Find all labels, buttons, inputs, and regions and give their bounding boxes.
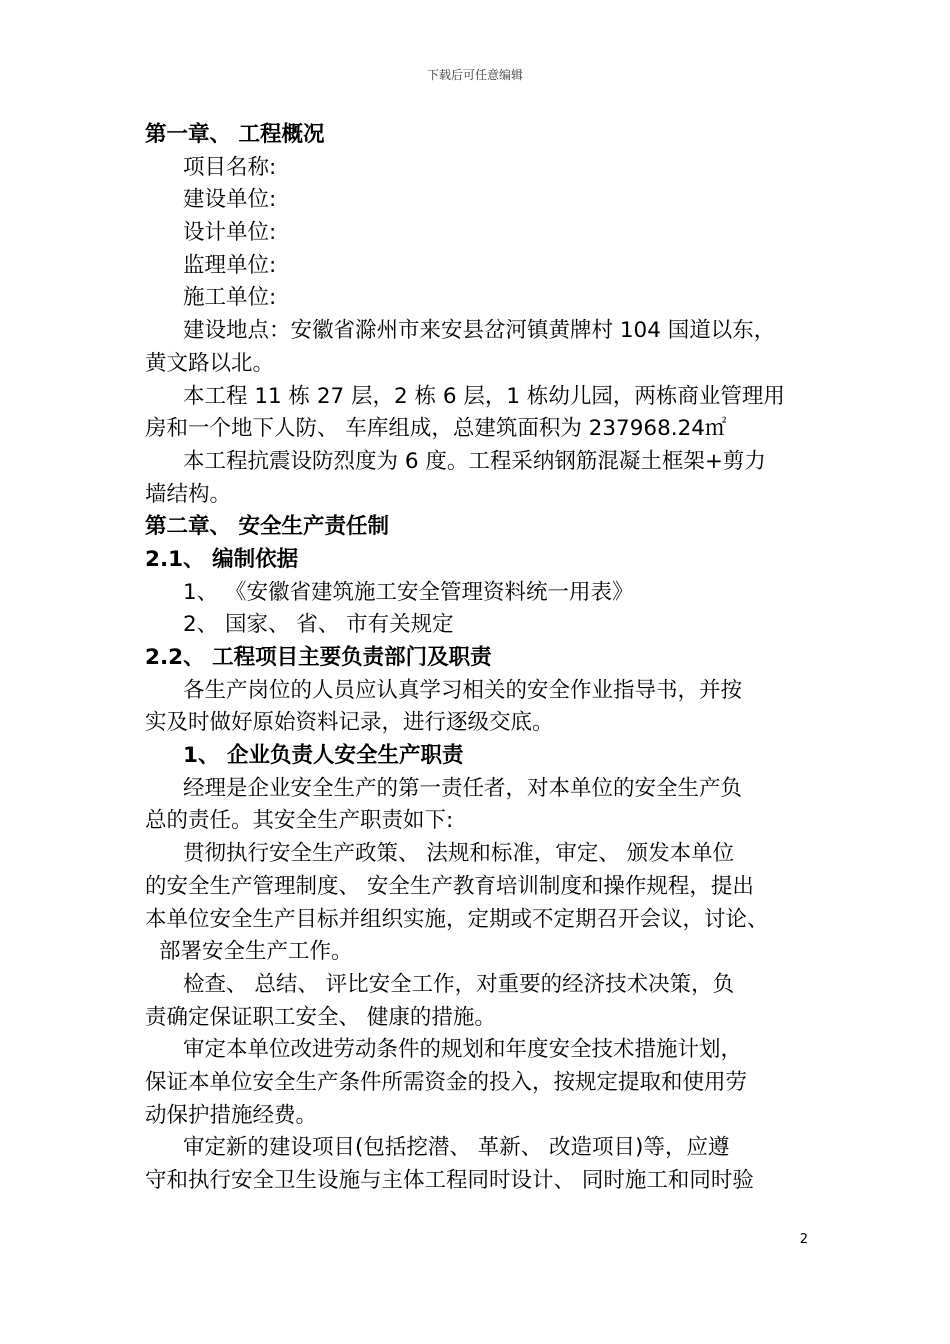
text-line: 动保护措施经费。: [145, 1102, 318, 1128]
text-line: 的安全生产管理制度、 安全生产教育培训制度和操作规程，提出: [145, 873, 754, 899]
text-line: 建设地点：安徽省滁州市来安县岔河镇黄牌村 104 国道以东，: [183, 318, 776, 344]
text-line: 建设单位:: [183, 187, 277, 213]
text-line: 本工程抗震设防烈度为 6 度。工程采纳钢筋混凝土框架+剪力: [183, 448, 766, 474]
text-line: 经理是企业安全生产的第一责任者，对本单位的安全生产负: [183, 775, 743, 801]
document-body: [145, 119, 810, 1198]
text-line: 审定本单位改进劳动条件的规划和年度安全技术措施计划，: [183, 1037, 743, 1063]
text-line: 项目名称:: [183, 154, 277, 180]
list-item: 2、 国家、 省、 市有关规定: [183, 612, 454, 638]
text-line: 房和一个地下人防、 车库组成，总建筑面积为 237968.24㎡: [145, 416, 727, 442]
text-line: 审定新的建设项目(包括挖潜、 革新、 改造项目)等，应遵: [183, 1135, 730, 1161]
text-line: 责确定保证职工安全、 健康的措施。: [145, 1004, 496, 1030]
section-heading: 2.2、 工程项目主要负责部门及职责: [145, 645, 492, 670]
text-line: 贯彻执行安全生产政策、 法规和标准，审定、 颁发本单位: [183, 841, 735, 867]
text-line: 黄文路以北。: [145, 350, 275, 376]
subsection-heading: 1、 企业负责人安全生产职责: [183, 743, 464, 769]
text-line: 保证本单位安全生产条件所需资金的投入，按规定提取和使用劳: [145, 1069, 748, 1095]
chapter-heading: 第一章、 工程概况: [145, 122, 325, 147]
page-header: 下载后可任意编辑: [426, 68, 523, 82]
text-line: 本工程 11 栋 27 层，2 栋 6 层，1 栋幼儿园，两栋商业管理用: [183, 383, 785, 409]
chapter-heading: 第二章、 安全生产责任制: [145, 514, 389, 540]
text-line: 设计单位:: [183, 220, 277, 246]
text-line: 部署安全生产工作。: [159, 939, 353, 965]
text-line: 监理单位:: [183, 252, 277, 278]
text-line: 总的责任。其安全生产职责如下:: [145, 808, 454, 834]
text-line: 检查、 总结、 评比安全工作，对重要的经济技术决策，负: [183, 971, 735, 997]
section-heading: 2.1、 编制依据: [145, 546, 299, 572]
page-number: 2: [799, 1232, 808, 1247]
text-line: 本单位安全生产目标并组织实施，定期或不定期召开会议，讨论、: [145, 906, 769, 932]
text-line: 施工单位:: [183, 285, 277, 311]
text-line: 各生产岗位的人员应认真学习相关的安全作业指导书，并按: [183, 677, 743, 703]
list-item: 1、 《安徽省建筑施工安全管理资料统一用表》: [183, 579, 634, 605]
text-line: 实及时做好原始资料记录，进行逐级交底。: [145, 710, 554, 736]
text-line: 墙结构。: [145, 481, 232, 507]
text-line: 守和执行安全卫生设施与主体工程同时设计、 同时施工和同时验: [145, 1168, 754, 1193]
